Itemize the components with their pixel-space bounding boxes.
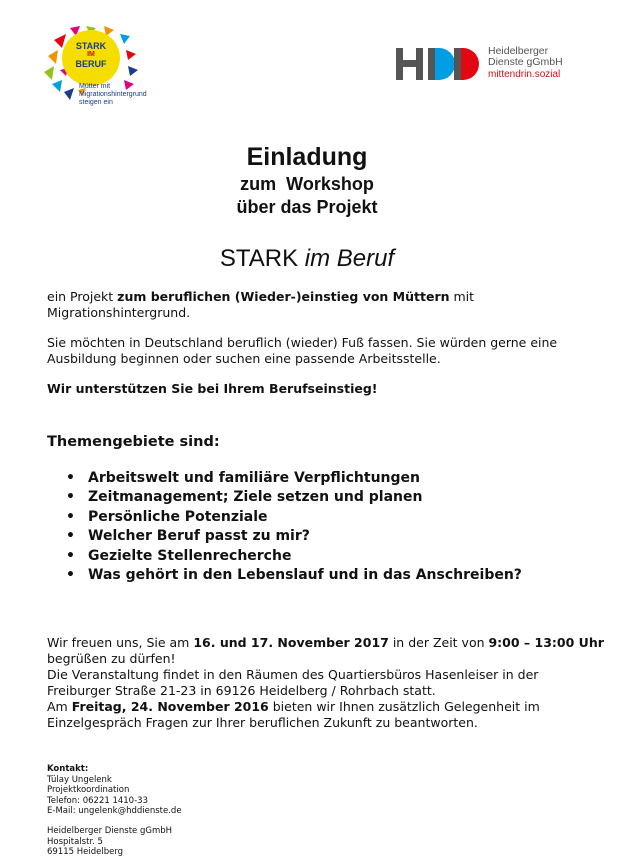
project-name-bold: STARK: [219, 245, 299, 272]
list-item: • Arbeitswelt und familiäre Verpflichtungen: [66, 469, 586, 488]
logo-word-beruf: BERUF: [75, 59, 107, 69]
list-item: • Zeitmanagement; Ziele setzen und planen: [66, 488, 586, 507]
address-block: [47, 826, 172, 858]
closing-p3-c: bieten wir Ihnen zusätzlich Gelegenheit im: [268, 699, 540, 714]
closing-p1-a: Wir freuen uns, Sie am: [47, 635, 194, 650]
project-name: [0, 245, 614, 273]
contact-name: Tülay Ungelenk: [47, 774, 112, 785]
subtitle-line-1: zum Workshop: [240, 174, 374, 194]
topics-list: [66, 469, 586, 585]
closing-p1-line2: begrüßen zu dürfen!: [47, 651, 176, 666]
contact-block: [47, 764, 182, 817]
intro-paragraph: [47, 289, 587, 321]
support-statement: Wir unterstützen Sie bei Ihrem Berufseinstieg!: [47, 381, 378, 396]
logo-word-stark: STARK: [75, 41, 107, 51]
list-item: • Gezielte Stellenrecherche: [66, 547, 586, 566]
closing-p3-a: Am: [47, 699, 72, 714]
closing-paragraph: [47, 635, 604, 731]
closing-p1-c: in der Zeit von: [388, 635, 489, 650]
workshop-dates: 16. und 17. November 2017: [193, 635, 389, 650]
description-paragraph: [47, 335, 587, 367]
address-street: Hospitalstr. 5: [47, 836, 103, 847]
hdd-name-line2: Dienste gGmbH: [488, 56, 563, 68]
topics-heading: Themengebiete sind:: [47, 434, 220, 450]
logo-tagline-2: Migrationshintergrund: [79, 91, 147, 98]
contact-email[interactable]: E-Mail: ungelenk@hddienste.de: [47, 806, 182, 817]
address-city: 69115 Heidelberg: [47, 847, 124, 858]
description-line-2: Ausbildung beginnen oder suchen eine passende Arbeitsstelle.: [47, 351, 441, 366]
list-item: • Was gehört in den Lebenslauf und in das Anschreiben?: [66, 566, 586, 585]
list-item: • Persönliche Potenziale: [66, 508, 586, 527]
logo-tagline-1: Mütter mit: [79, 83, 111, 90]
contact-label: Kontakt:: [47, 764, 89, 774]
intro-pre: ein Projekt: [47, 289, 118, 304]
contact-phone: Telefon: 06221 1410-33: [47, 795, 148, 806]
hdd-tagline: mittendrin.sozial: [488, 69, 561, 80]
hdd-tagline-b: sozial: [534, 69, 561, 80]
address-org: Heidelberger Dienste gGmbH: [47, 826, 173, 836]
logo-word-im: IM: [87, 51, 95, 58]
intro-line-2: Migrationshintergrund.: [47, 305, 191, 320]
logo-tagline-3: steigen ein: [79, 99, 113, 106]
consultation-date: Freitag, 24. November 2016: [71, 699, 269, 714]
intro-bold: zum beruflichen (Wieder-)einstieg von Müttern: [117, 289, 450, 304]
page-title: Einladung: [246, 143, 368, 171]
hdd-logo: [396, 46, 596, 82]
closing-p3-line2: Einzelgespräch Fragen zur Ihrer beruflichen Zukunft zu beantworten.: [47, 715, 478, 730]
subtitle-line-2: über das Projekt: [236, 197, 378, 217]
hdd-name-line1: Heidelberger: [488, 45, 549, 57]
hdd-tagline-a: mittendrin: [488, 69, 532, 80]
stark-im-beruf-logo: [40, 26, 190, 106]
intro-post: mit: [449, 289, 475, 304]
list-item: • Welcher Beruf passt zu mir?: [66, 527, 586, 546]
venue-line-2: Freiburger Straße 21-23 in 69126 Heidelberg / Rohrbach statt.: [47, 683, 436, 698]
contact-role: Projektkoordination: [47, 785, 130, 796]
stark-circle-badge: [62, 30, 120, 86]
hdd-letter-mark: [396, 46, 480, 82]
description-line-1: Sie möchten in Deutschland beruflich (wieder) Fuß fassen. Sie würden gerne eine: [47, 335, 558, 350]
workshop-time: 9:00 – 13:00 Uhr: [488, 635, 604, 650]
venue-line-1: Die Veranstaltung findet in den Räumen des Quartiersbüros Hasenleiser in der: [47, 667, 539, 682]
project-name-italic: im Beruf: [304, 245, 395, 272]
